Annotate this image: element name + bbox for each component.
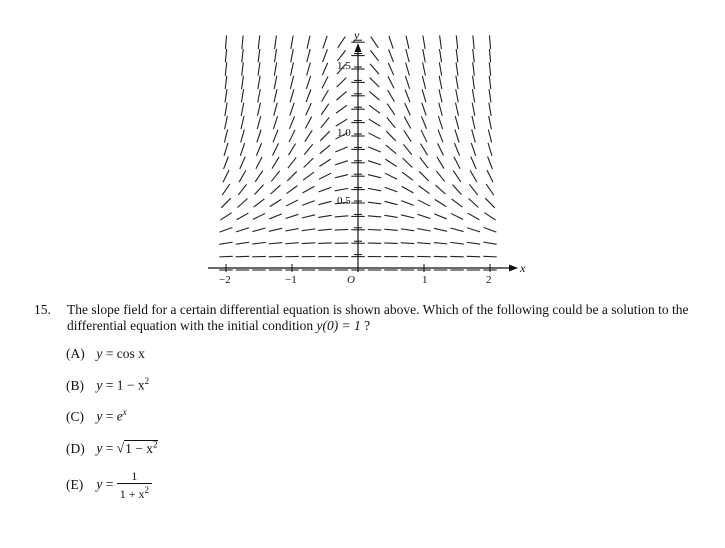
slope-segment <box>236 242 249 244</box>
slope-segment <box>438 143 444 155</box>
slope-segment <box>420 157 428 168</box>
slope-segment <box>241 103 244 116</box>
slope-segment <box>221 198 230 208</box>
slope-segment <box>403 144 412 154</box>
slope-segment <box>472 89 474 102</box>
choice-label: (C) <box>66 408 84 424</box>
slope-segment <box>321 117 330 127</box>
slope-segment <box>456 103 459 116</box>
slope-segment <box>368 229 381 230</box>
slope-segment <box>258 76 260 89</box>
slope-segment <box>370 50 378 61</box>
slope-segment <box>456 35 458 48</box>
slope-segment <box>406 63 410 76</box>
slope-segment <box>290 103 294 116</box>
slope-segment <box>236 228 249 232</box>
slope-segment <box>252 228 265 232</box>
slope-segment <box>473 35 474 48</box>
choice-a-expression: cos x <box>116 346 145 361</box>
slope-segment <box>239 170 246 182</box>
slope-segment <box>287 171 297 181</box>
slope-segment <box>318 201 331 204</box>
slope-segment <box>225 103 227 116</box>
y-tick-label-1-0: 1.0 <box>337 127 351 139</box>
slope-segment <box>434 228 447 231</box>
slope-segment <box>289 130 295 142</box>
slope-segment <box>319 187 332 192</box>
slope-segment <box>402 172 413 180</box>
slope-segment <box>439 89 442 102</box>
slope-segment <box>368 147 380 152</box>
slope-segment <box>417 229 430 231</box>
choice-label: (B) <box>66 377 84 393</box>
slope-segment <box>455 116 459 129</box>
slope-segment <box>258 103 261 116</box>
choice-d-radicand: $1 - x^2$ <box>125 439 158 456</box>
slope-segment <box>485 198 494 208</box>
choice-c[interactable]: (C) $y = e^x$ <box>66 407 127 424</box>
slope-segment <box>369 119 381 126</box>
slope-segment <box>287 186 298 194</box>
slope-segment <box>274 76 277 89</box>
slope-segment <box>290 89 294 102</box>
slope-segment <box>489 76 491 89</box>
slope-segment <box>224 157 229 170</box>
slope-segment <box>368 133 380 139</box>
choice-e-fraction: $\frac{1}{1 + x^2}$ <box>117 470 152 501</box>
slope-segment <box>240 143 244 156</box>
slope-segment <box>456 62 458 75</box>
slope-segment <box>337 78 347 88</box>
slope-segment <box>388 90 395 102</box>
slope-segment <box>274 89 277 102</box>
slope-segment <box>456 49 458 62</box>
slope-segment <box>338 37 346 48</box>
slope-segment <box>439 62 441 75</box>
slope-segment <box>401 215 414 218</box>
slope-segment <box>471 157 476 169</box>
slope-segment <box>241 130 245 143</box>
slope-segment <box>404 130 411 141</box>
slope-segment <box>384 215 397 217</box>
slope-segment <box>487 170 493 182</box>
slope-segment <box>401 243 414 244</box>
slope-segment <box>269 228 282 231</box>
slope-segment <box>219 256 232 257</box>
slope-segment <box>438 130 443 143</box>
slope-segment <box>450 228 463 232</box>
slope-segment <box>401 201 414 206</box>
slope-segment <box>241 116 244 129</box>
axes <box>208 40 518 272</box>
slope-segment <box>421 130 427 142</box>
slope-segment <box>223 170 229 182</box>
slope-segment <box>403 158 413 167</box>
slope-segment <box>467 228 480 232</box>
slope-segment <box>335 175 348 178</box>
slope-segment <box>224 129 227 142</box>
slope-segment <box>472 116 475 129</box>
slope-segment <box>451 213 463 219</box>
x-tick-label-origin: O <box>347 274 355 286</box>
slope-segment <box>240 157 245 169</box>
slope-segment <box>320 145 330 154</box>
slope-segment <box>439 49 441 62</box>
slope-segment <box>438 116 442 129</box>
initial-condition: y(0) = 1 <box>316 318 361 333</box>
slope-segment <box>306 90 311 103</box>
slope-segment <box>368 216 381 217</box>
x-tick-label-1: 1 <box>422 274 428 286</box>
slope-segment <box>275 36 277 49</box>
slope-segment <box>386 145 396 154</box>
slope-segment <box>469 184 477 195</box>
slope-segment <box>257 130 261 143</box>
slope-segment <box>285 229 298 231</box>
x-axis-arrow <box>509 265 518 272</box>
slope-segment <box>405 103 411 115</box>
slope-segment <box>368 202 381 204</box>
slope-segment <box>242 49 243 62</box>
slope-segment <box>303 172 314 180</box>
slope-segment <box>335 216 348 217</box>
slope-segment <box>386 131 395 141</box>
question-number: 15. <box>34 302 51 317</box>
slope-segment <box>304 158 314 167</box>
slope-segment <box>452 199 463 207</box>
slope-segment <box>389 49 394 62</box>
slope-segment <box>274 62 276 75</box>
slope-segment <box>253 213 265 219</box>
slope-segment <box>290 76 293 89</box>
slope-segment <box>420 144 427 156</box>
x-tick-label-neg1: −1 <box>285 274 297 286</box>
slope-segment <box>302 243 315 244</box>
slope-segment <box>258 35 260 48</box>
slope-segment <box>488 157 493 170</box>
slope-segment <box>418 200 430 206</box>
x-axis-label: x <box>520 261 526 275</box>
choice-label: (D) <box>66 440 85 456</box>
choice-b-expression: 1 − x <box>116 377 145 393</box>
slope-segment <box>440 36 442 49</box>
slope-segment <box>387 117 396 127</box>
slope-segment <box>303 186 315 192</box>
slope-segment <box>273 130 278 143</box>
slope-segment <box>304 144 313 154</box>
slope-segment <box>387 104 395 115</box>
slope-segment <box>256 143 261 156</box>
slope-segment <box>404 117 410 129</box>
slope-segment <box>384 229 397 230</box>
slope-segment <box>368 188 381 190</box>
slope-segment <box>220 213 231 220</box>
slope-segment <box>369 91 379 100</box>
slope-segment <box>237 199 247 208</box>
slope-segment <box>307 49 310 62</box>
slope-segment <box>422 89 426 102</box>
y-tick-label-1-5: 1.5 <box>337 60 351 72</box>
slope-segment <box>306 76 310 89</box>
slope-segment <box>335 161 348 165</box>
slope-segment <box>274 103 278 116</box>
slope-segment <box>418 214 431 218</box>
slope-segment <box>454 143 459 156</box>
slope-segment <box>405 76 409 89</box>
slope-segment <box>419 171 429 181</box>
slope-segment <box>423 62 426 75</box>
y-axis-arrow <box>355 43 362 52</box>
slope-segment <box>486 184 494 195</box>
question-stem: The slope field for a certain differential equation is shown above. Which of the following could be a solution to the differential equation with the initial condition <box>67 302 689 333</box>
slope-segment <box>255 171 263 182</box>
slope-segment <box>286 214 299 218</box>
slope-segment <box>421 116 426 129</box>
choice-label: (E) <box>66 476 84 492</box>
slope-segment <box>242 76 244 89</box>
slope-segment <box>370 64 379 74</box>
slope-segment <box>291 36 293 49</box>
slope-segment <box>323 36 327 49</box>
slope-segment <box>257 116 261 129</box>
slope-segment <box>405 90 410 103</box>
slope-segment <box>302 229 315 231</box>
x-tick-label-2: 2 <box>486 274 492 286</box>
slope-segment <box>439 103 443 116</box>
slope-segment <box>422 103 426 116</box>
slope-segment <box>320 131 329 141</box>
question-end: ? <box>360 318 371 333</box>
slope-segment <box>385 159 396 166</box>
slope-segment <box>419 186 430 194</box>
slope-segment <box>258 49 260 62</box>
slope-segment <box>335 188 348 190</box>
slope-segment <box>417 243 430 244</box>
slope-segment <box>385 173 397 179</box>
slope-segment <box>388 76 394 88</box>
choice-c-expression: e <box>116 408 123 424</box>
slope-segment <box>319 173 331 179</box>
slope-segment <box>237 213 249 220</box>
slope-segment <box>225 35 226 48</box>
slope-segment <box>388 63 393 75</box>
slope-segment <box>335 147 347 152</box>
slope-segment <box>483 256 496 257</box>
slope-segment <box>271 185 281 194</box>
slope-segment <box>318 215 331 217</box>
slope-segment <box>254 199 265 207</box>
slope-segment <box>305 117 311 129</box>
choice-b[interactable]: (B) $y = 1 - x^2$ <box>66 376 150 393</box>
slope-segment <box>371 37 379 48</box>
slope-segment <box>434 214 447 219</box>
slope-segment <box>472 103 475 116</box>
slope-segment <box>241 89 243 102</box>
slope-segment <box>456 76 458 89</box>
slope-segment <box>436 185 446 194</box>
slope-segment <box>336 119 348 126</box>
slope-segment <box>467 242 480 244</box>
slope-segment <box>242 62 244 75</box>
slope-segment <box>256 157 262 169</box>
slope-segment <box>306 103 312 115</box>
slope-segment <box>384 243 397 244</box>
slope-segment <box>489 62 490 75</box>
slope-segment <box>322 63 327 75</box>
slope-segment <box>273 143 279 155</box>
slope-segment <box>369 105 380 113</box>
slope-segment <box>368 175 381 178</box>
slope-segment <box>225 89 227 102</box>
slope-segment <box>471 143 475 156</box>
slope-segment <box>402 186 414 192</box>
slope-segment <box>305 130 312 141</box>
choice-a[interactable]: (A) y = cos x <box>66 346 145 361</box>
slope-segment <box>406 49 409 62</box>
slope-segment <box>274 49 276 62</box>
slope-segment <box>453 171 461 182</box>
slope-segment <box>335 229 348 230</box>
slope-segment <box>336 105 347 113</box>
slope-segment <box>269 243 282 244</box>
slope-segment <box>435 199 446 206</box>
slope-segment <box>291 62 294 75</box>
slope-segment <box>437 157 444 169</box>
slope-segment <box>384 201 397 204</box>
slope-segment <box>423 49 426 62</box>
slope-segment <box>238 184 246 195</box>
slope-segment <box>318 229 331 230</box>
slope-segment <box>242 35 243 48</box>
y-tick-label-0-5: 0.5 <box>337 195 351 207</box>
slope-segment <box>258 62 260 75</box>
choice-d[interactable]: (D) $y = √1 - x^2$ <box>66 439 158 456</box>
slope-segment <box>225 116 228 129</box>
slope-segment <box>271 171 279 182</box>
slope-segment <box>291 49 294 62</box>
slope-segment <box>222 184 230 195</box>
slope-segment <box>455 130 459 143</box>
slope-segment <box>488 129 491 142</box>
slope-segment <box>489 35 490 48</box>
slope-segment <box>252 242 265 244</box>
slope-segment <box>454 157 460 169</box>
slope-segment <box>224 143 228 156</box>
slope-segment <box>322 76 328 88</box>
slope-segment <box>468 213 480 220</box>
slope-segment <box>302 201 315 206</box>
slope-segment <box>434 243 447 244</box>
slope-segment <box>285 243 298 244</box>
slope-segment <box>483 242 496 244</box>
slope-segment <box>489 89 491 102</box>
slope-segment <box>385 187 398 192</box>
slope-segment <box>484 227 497 232</box>
slope-segment <box>322 90 329 102</box>
slope-segment <box>473 62 475 75</box>
slope-segment <box>319 159 330 166</box>
slope-segment <box>368 161 381 165</box>
slope-segment <box>456 89 459 102</box>
slope-segment <box>489 103 491 116</box>
slope-segment <box>318 243 331 244</box>
y-axis-label: y <box>354 28 360 42</box>
slope-segment <box>302 215 315 218</box>
slope-segment <box>270 199 281 206</box>
slope-segment <box>470 170 477 182</box>
slope-segment <box>484 213 495 220</box>
slope-segment <box>473 49 474 62</box>
slope-segment <box>225 49 226 62</box>
slope-segment <box>422 76 425 89</box>
slope-segment <box>472 130 476 143</box>
slope-segment <box>489 49 490 62</box>
slope-segment <box>406 36 409 49</box>
slope-segment <box>286 200 298 206</box>
choice-e[interactable]: (E) y = $\frac{1}{1 + x^2}$ <box>66 470 152 501</box>
question-text <box>67 302 704 334</box>
slope-segment <box>439 76 442 89</box>
question-15 <box>34 302 704 334</box>
slope-segment <box>489 116 492 129</box>
slope-segment <box>288 157 296 168</box>
slope-segment <box>269 214 282 219</box>
slope-segment <box>307 36 310 49</box>
slope-segment <box>473 76 475 89</box>
slope-segment <box>323 49 328 62</box>
slope-segment <box>336 91 346 100</box>
x-tick-label-neg2: −2 <box>219 274 231 286</box>
slope-segment <box>321 104 329 115</box>
slope-segment <box>401 229 414 231</box>
slope-segment <box>423 36 425 49</box>
slope-segment <box>488 143 492 156</box>
slope-segment <box>220 227 233 232</box>
slope-segment <box>225 62 226 75</box>
slope-segment <box>452 185 461 195</box>
slope-segment <box>219 242 232 244</box>
slope-segment <box>370 78 380 88</box>
slope-segment <box>436 171 444 182</box>
slope-segment <box>272 157 279 169</box>
slope-segment <box>450 242 463 244</box>
slope-segment <box>468 199 478 208</box>
slope-segment <box>254 185 263 195</box>
choice-label: (A) <box>66 346 85 361</box>
slope-segment <box>289 116 294 129</box>
slope-segment <box>288 144 295 156</box>
slope-segment <box>307 63 311 76</box>
slope-segment <box>273 116 277 129</box>
slope-segment <box>258 89 261 102</box>
slope-segment <box>225 76 227 89</box>
slope-segment <box>389 36 393 49</box>
